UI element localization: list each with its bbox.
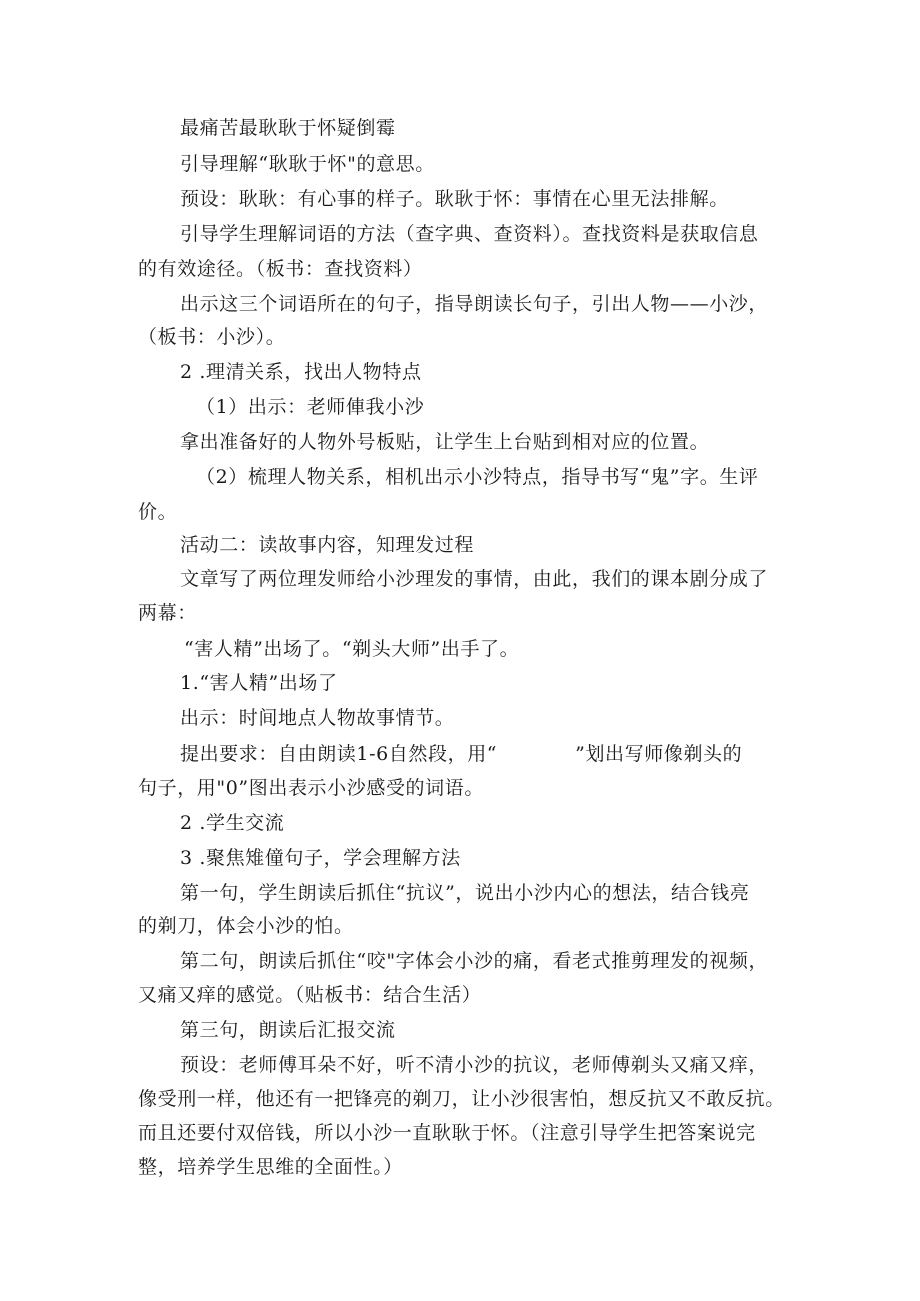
text-line: 又痛又痒的感觉。（贴板书：结合生活） (138, 984, 482, 1006)
text-line: 预设：老师傅耳朵不好，听不清小沙的抗议，老师傅剃头又痛又痒， (180, 1054, 769, 1076)
text-line: 第二句，朗读后抓住“咬"字体会小沙的痛，看老式推剪理发的视频， (180, 950, 769, 972)
text-line: 第一句，学生朗读后抓住“抗议”，说出小沙内心的想法，结合钱亮 (180, 882, 750, 904)
section-heading: 1.“害人精”出场了 (180, 672, 338, 694)
text-line: 而且还要付双倍钱，所以小沙一直耿耿于怀。（注意引导学生把答案说完 (138, 1122, 756, 1144)
text-line: 出示：时间地点人物故事情节。 (180, 707, 455, 729)
section-heading: 2 .理清关系，找出人物特点 (180, 361, 422, 383)
text-line: 引导学生理解词语的方法（查字典、查资料）。查找资料是获取信息 (180, 223, 759, 245)
text-line (180, 742, 742, 766)
text-line: 的剃刀，体会小沙的怕。 (138, 915, 354, 937)
text-line: 引导理解“耿耿于怀"的意思。 (180, 153, 435, 175)
text-fragment: 提出要求：自由朗读1-6自然段，用“ (180, 743, 498, 765)
text-line: （1）出示：老师俥我小沙 (196, 396, 425, 418)
text-line: 最痛苦最耿耿于怀疑倒霉 (180, 117, 396, 139)
text-line: 像受刑一样，他还有一把锋亮的剃刀，让小沙很害怕，想反抗又不敢反抗。 (138, 1088, 785, 1110)
text-line: 出示这三个词语所在的句子，指导朗读长句子，引出人物——小沙， (180, 293, 769, 315)
text-line: 的有效途径。（板书：查找资料） (138, 258, 423, 280)
text-line: 第三句，朗读后汇报交流 (180, 1019, 396, 1041)
section-heading: 3 .聚焦雉僮句子，学会理解方法 (180, 847, 461, 869)
section-heading: 2 .学生交流 (180, 812, 285, 834)
text-line: （2）梳理人物关系，相机出示小沙特点，指导书写“鬼”字。生评 (196, 466, 759, 488)
text-line: 预设：耿耿：有心事的样子。耿耿于怀：事情在心里无法排解。 (180, 188, 729, 210)
text-line: 整，培养学生思维的全面性。） (138, 1156, 403, 1178)
text-fragment: ”划出写师像剃头的 (575, 743, 743, 765)
activity-heading: 活动二：读故事内容，知理发过程 (180, 534, 475, 556)
text-line: 价。 (138, 501, 178, 523)
text-line: （板书：小沙）。 (138, 326, 286, 348)
text-line: 文章写了两位理发师给小沙理发的事情，由此，我们的课本剧分成了 (180, 568, 769, 590)
text-line: 两幕： (138, 602, 197, 624)
text-line: 拿出准备好的人物外号板贴，让学生上台贴到相对应的位置。 (180, 431, 710, 453)
text-line: “害人精”出场了。“剃头大师”出手了。 (184, 638, 520, 660)
text-line: 句子，用"0”图出表示小沙感受的词语。 (138, 777, 484, 799)
